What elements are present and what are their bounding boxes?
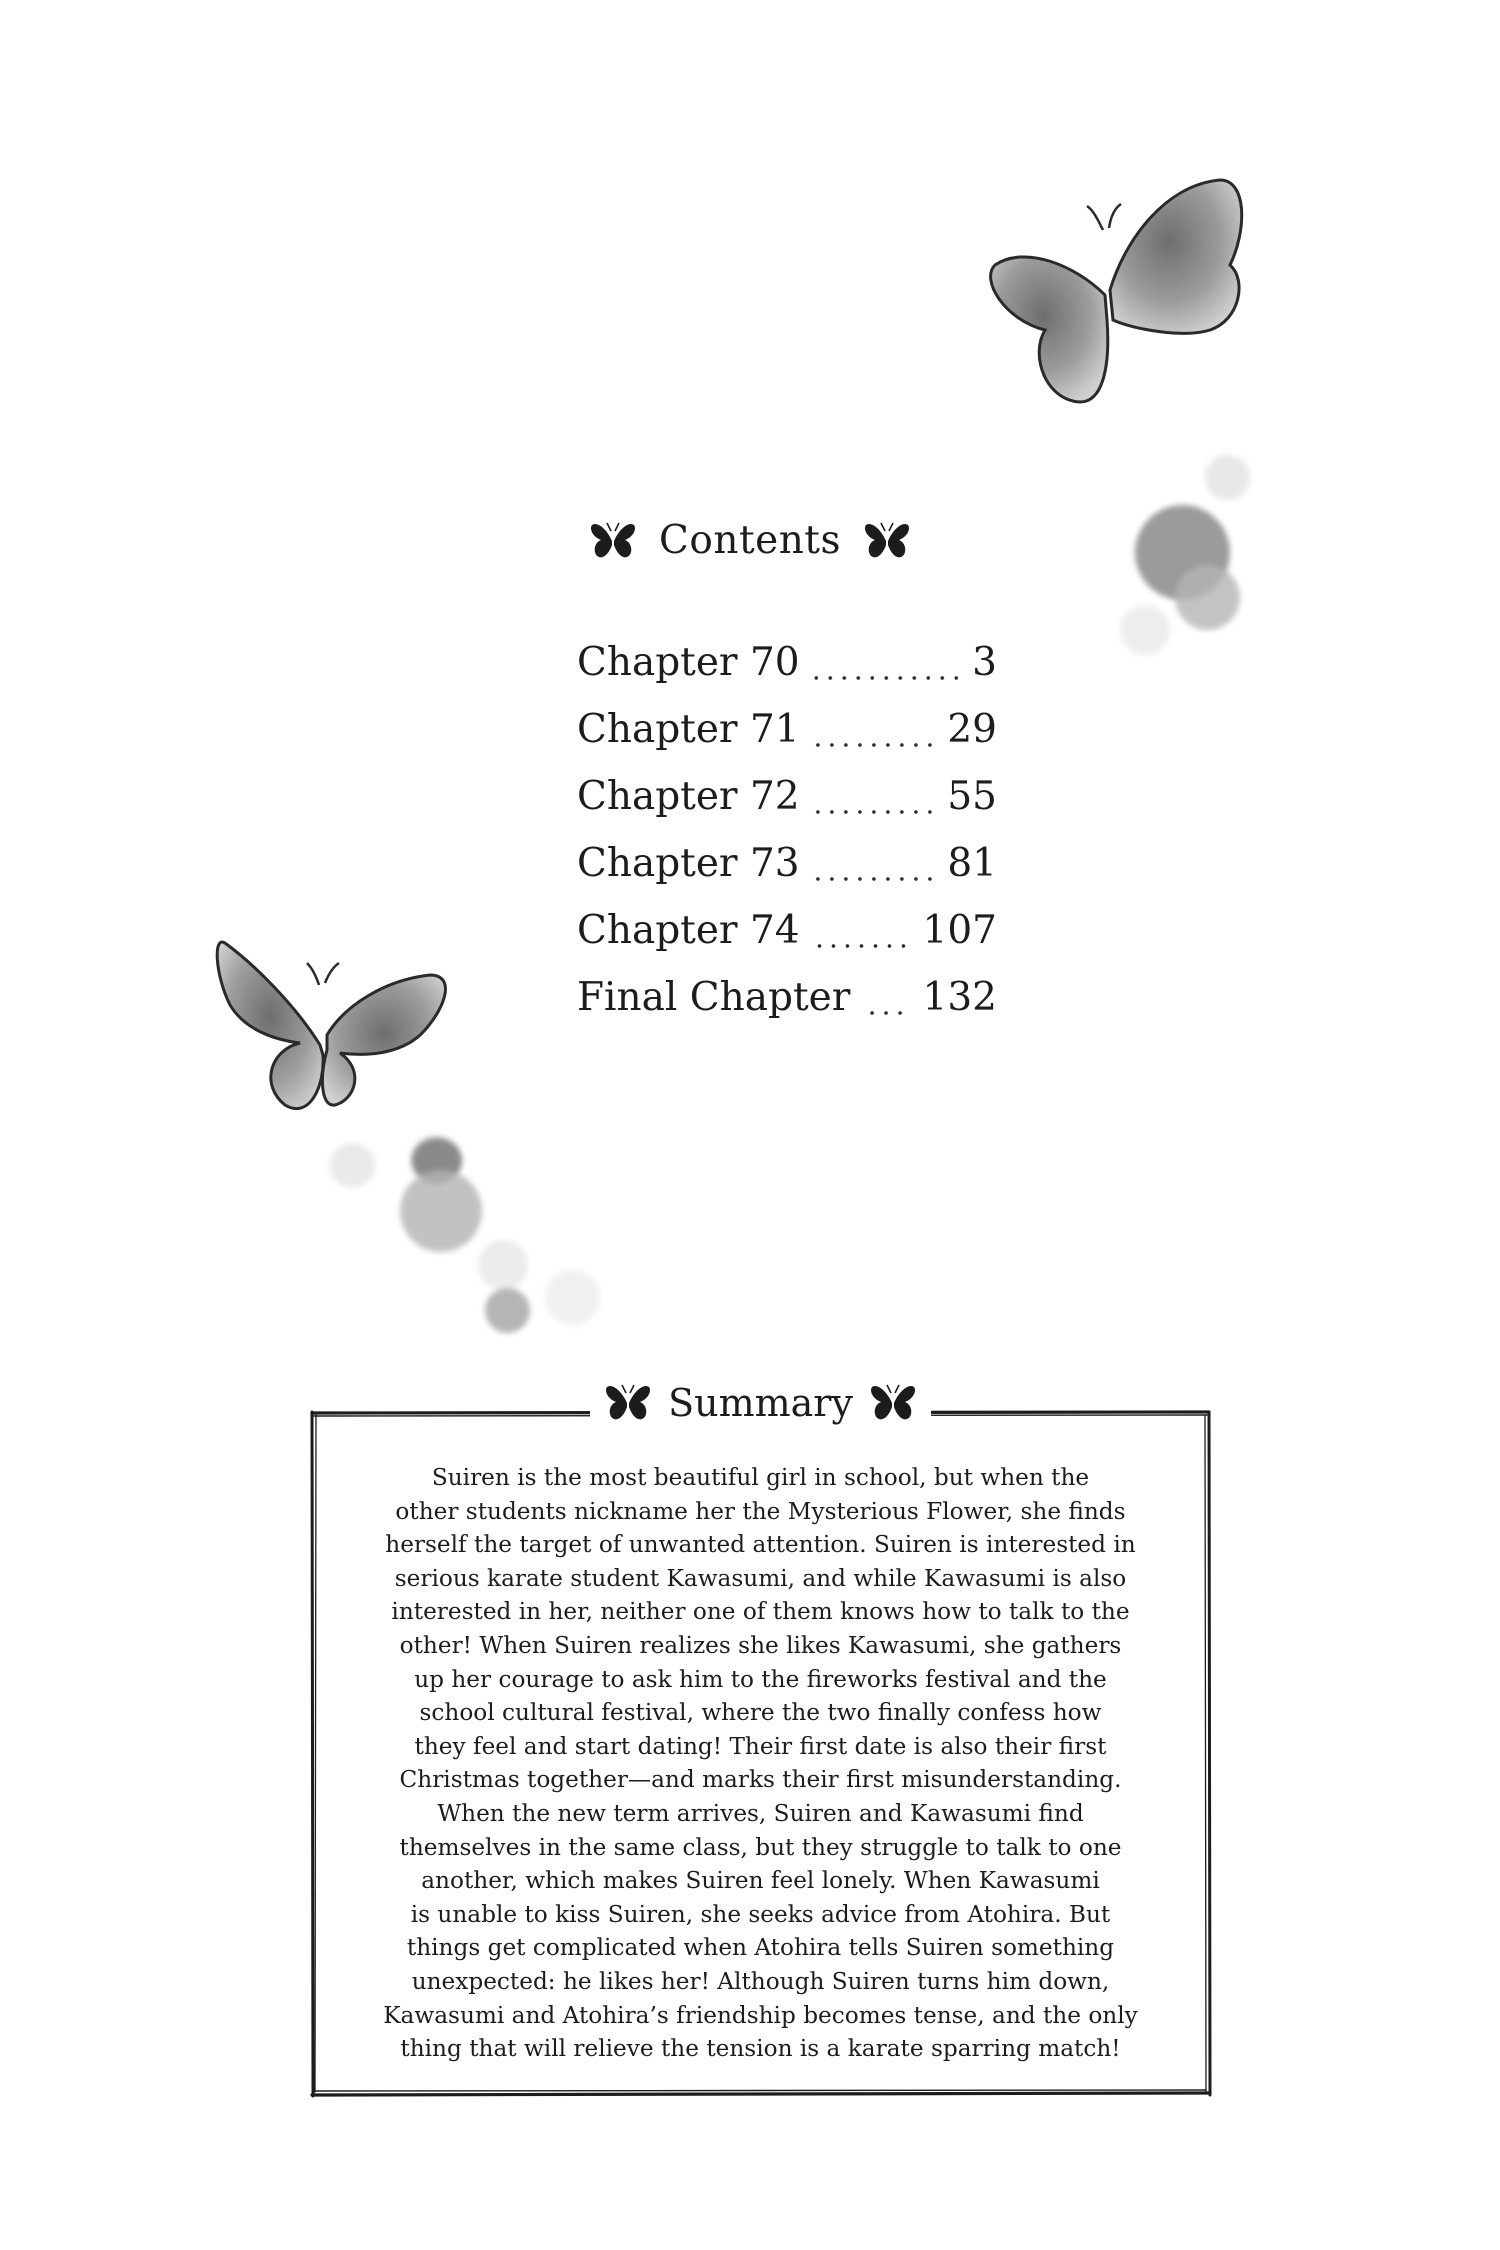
summary-title: Summary bbox=[668, 1381, 853, 1425]
summary-line: things get complicated when Atohira tells Suiren something bbox=[406, 1934, 1115, 1962]
contents-heading bbox=[0, 518, 1500, 563]
watercolor-butterfly-top-right bbox=[985, 170, 1245, 410]
watercolor-dot bbox=[400, 1170, 482, 1252]
summary-line: school cultural festival, where the two finally confess how bbox=[419, 1699, 1102, 1727]
summary-line: unexpected: he likes her! Although Suiren turns him down, bbox=[411, 1967, 1110, 1995]
chapter-title: Chapter 73 bbox=[577, 841, 800, 886]
dot-leader bbox=[814, 874, 934, 884]
toc-entry bbox=[577, 908, 997, 975]
watercolor-dot bbox=[330, 1143, 375, 1188]
summary-text bbox=[338, 1461, 1183, 2066]
summary-line: herself the target of unwanted attention. Suiren is interested in bbox=[385, 1531, 1136, 1559]
chapter-title: Chapter 70 bbox=[577, 640, 800, 685]
chapter-title: Chapter 74 bbox=[577, 908, 800, 953]
chapter-title: Chapter 72 bbox=[577, 774, 800, 819]
chapter-page: 107 bbox=[922, 908, 997, 953]
dot-leader bbox=[814, 941, 909, 951]
watercolor-dot bbox=[1175, 565, 1240, 630]
butterfly-icon bbox=[589, 519, 637, 563]
summary-heading bbox=[308, 1381, 1213, 1425]
chapter-page: 3 bbox=[972, 640, 997, 685]
toc-entry bbox=[577, 774, 997, 841]
toc-entry bbox=[577, 975, 997, 1042]
summary-line: they feel and start dating! Their first date is also their first bbox=[414, 1732, 1107, 1760]
dot-leader bbox=[814, 807, 934, 817]
summary-line: thing that will relieve the tension is a karate sparring match! bbox=[400, 2035, 1121, 2063]
summary-line: Suiren is the most beautiful girl in school, but when the bbox=[431, 1464, 1090, 1491]
dot-leader bbox=[864, 1008, 908, 1018]
chapter-page: 29 bbox=[947, 707, 997, 752]
summary-line: other students nickname her the Mysterious Flower, she finds bbox=[395, 1497, 1126, 1525]
contents-title: Contents bbox=[659, 518, 841, 563]
watercolor-dot bbox=[1205, 455, 1250, 500]
chapter-title: Final Chapter bbox=[577, 975, 851, 1020]
chapter-page: 55 bbox=[947, 774, 997, 819]
toc-entry bbox=[577, 640, 997, 707]
summary-line: Christmas together—and marks their first misunderstanding. bbox=[399, 1766, 1122, 1794]
summary-line: is unable to kiss Suiren, she seeks advice from Atohira. But bbox=[410, 1900, 1111, 1928]
butterfly-icon bbox=[604, 1381, 652, 1425]
watercolor-dot bbox=[1120, 605, 1170, 655]
watercolor-dot bbox=[485, 1288, 530, 1333]
chapter-page: 132 bbox=[922, 975, 997, 1020]
summary-line: another, which makes Suiren feel lonely. When Kawasumi bbox=[421, 1867, 1100, 1895]
dot-leader bbox=[814, 673, 959, 683]
summary-line: interested in her, neither one of them knows how to talk to the bbox=[391, 1598, 1130, 1626]
butterfly-icon bbox=[869, 1381, 917, 1425]
butterfly-icon bbox=[863, 519, 911, 563]
summary-line: other! When Suiren realizes she likes Kawasumi, she gathers bbox=[399, 1631, 1122, 1659]
chapter-page: 81 bbox=[947, 841, 997, 886]
summary-line: themselves in the same class, but they struggle to talk to one bbox=[399, 1833, 1122, 1861]
summary-line: up her courage to ask him to the fireworks festival and the bbox=[414, 1665, 1107, 1693]
summary-line: When the new term arrives, Suiren and Kawasumi find bbox=[437, 1799, 1084, 1827]
toc-entry bbox=[577, 707, 997, 774]
watercolor-dot bbox=[478, 1240, 528, 1290]
toc-entry bbox=[577, 841, 997, 908]
chapter-title: Chapter 71 bbox=[577, 707, 800, 752]
watercolor-butterfly-left bbox=[215, 935, 455, 1115]
table-of-contents bbox=[577, 640, 997, 1042]
summary-box bbox=[308, 1381, 1213, 2099]
summary-line: serious karate student Kawasumi, and while Kawasumi is also bbox=[394, 1564, 1127, 1592]
dot-leader bbox=[814, 740, 934, 750]
watercolor-dot bbox=[545, 1270, 600, 1325]
summary-line: Kawasumi and Atohira’s friendship becomes tense, and the only bbox=[383, 2001, 1138, 2029]
